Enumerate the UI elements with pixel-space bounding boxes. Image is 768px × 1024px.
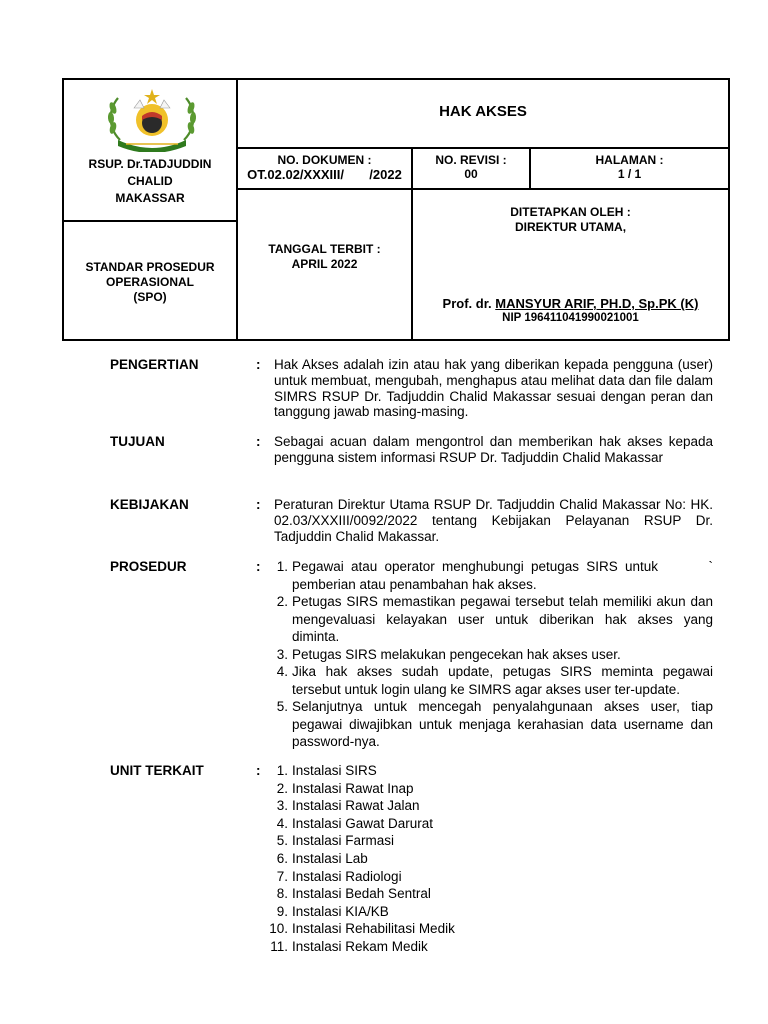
list-item-number: 9. [276, 903, 288, 919]
signer-name [413, 296, 728, 311]
page-value: 1 / 1 [617, 167, 642, 181]
issue-date [238, 242, 411, 272]
revision-value: 00 [464, 167, 478, 181]
list-item-text: Selanjutnya untuk mencegah penyalahgunaan akses user, tiap pegawai diwajibkan untuk menjaga kerahasian data username dan password-nya. [292, 699, 713, 749]
divider [64, 220, 236, 222]
spo-label [78, 260, 222, 305]
list-item-text: Instalasi SIRS [292, 763, 377, 778]
list-item-number: 3. [276, 646, 288, 662]
list-item-text: Instalasi Bedah Sentral [292, 886, 431, 902]
section-label-kebijakan: KEBIJAKAN [110, 497, 189, 512]
star-icon [144, 89, 160, 104]
section-colon: : [256, 497, 261, 512]
list-item-number: 10. [269, 921, 288, 937]
hospital-name-line-3: MAKASSAR [115, 191, 185, 205]
list-item-number: 5. [276, 833, 288, 849]
hospital-name-line-2: CHALID [127, 174, 173, 188]
list-item [266, 558, 717, 593]
section-label-prosedur: PROSEDUR [110, 559, 187, 574]
list-item [266, 663, 713, 698]
divider [236, 147, 728, 149]
spo-line-1: STANDAR PROSEDUR [85, 260, 215, 274]
list-item-text: Instalasi KIA/KB [292, 903, 389, 919]
list-item [266, 593, 713, 646]
list-item [266, 797, 713, 815]
list-item-text: Instalasi Rekam Medik [292, 938, 428, 954]
approval-block [413, 205, 728, 235]
list-item-text: Instalasi Rawat Inap [292, 780, 414, 796]
page-label: HALAMAN : [595, 153, 664, 167]
tujuan-text: Sebagai acuan dalam mengontrol dan memberikan hak akses kepada pengguna sistem informasi RSUP Dr. Tadjuddin Chalid Makassar [274, 434, 713, 465]
approved-by-label: DITETAPKAN OLEH : [510, 205, 631, 219]
list-item-number: 2. [276, 594, 288, 609]
signer-nip: NIP 196411041990021001 [502, 312, 639, 324]
list-item [266, 920, 713, 938]
list-item-number: 1. [276, 763, 288, 778]
spo-line-2: OPERASIONAL [105, 275, 194, 289]
related-units-list [266, 762, 713, 956]
issue-date-value: APRIL 2022 [291, 257, 358, 271]
list-item-number: 1. [276, 559, 288, 574]
list-item-number: 4. [276, 815, 288, 831]
revision-label: NO. REVISI : [435, 153, 507, 167]
issue-date-label: TANGGAL TERBIT : [268, 242, 381, 256]
list-item-text: Petugas SIRS melakukan pengecekan hak akses user. [292, 646, 621, 662]
list-item [266, 762, 713, 780]
list-item [266, 698, 713, 751]
list-item [266, 903, 713, 921]
list-item [266, 850, 713, 868]
list-item [266, 938, 713, 956]
list-item-text: Jika hak akses sudah update, petugas SIRS meminta pegawai tersebut untuk login ulang ke SIMRS agar akses user ter-update. [292, 664, 713, 697]
list-item-number: 11. [270, 938, 288, 954]
list-item-number: 4. [276, 664, 288, 679]
spo-line-3: (SPO) [133, 290, 167, 304]
list-item [266, 868, 713, 886]
list-item [266, 832, 713, 850]
list-item-text: Instalasi Radiologi [292, 868, 402, 884]
doc-number-value: OT.02.02/XXXIII/ /2022 [247, 167, 402, 182]
section-colon: : [256, 559, 261, 574]
section-label-tujuan: TUJUAN [110, 434, 165, 449]
list-item [266, 780, 713, 798]
list-item-text: Pegawai atau operator menghubungi petugas SIRS untuk ` pemberian atau penambahan hak akses. [292, 559, 717, 592]
pengertian-text: Hak Akses adalah izin atau hak yang diberikan kepada pengguna (user) untuk membuat, mengubah, menghapus atau melihat data dan file dalam SIMRS RSUP Dr. Tadjuddin Chalid Makassar sesuai dengan peran dan tanggung jawab masing-masing. [274, 357, 713, 420]
section-colon: : [256, 434, 261, 449]
list-item-text: Petugas SIRS memastikan pegawai tersebut telah memiliki akun dan mengevaluasi kelayakan user untuk diberikan hak akses yang diminta. [292, 594, 713, 644]
list-item-number: 8. [276, 886, 288, 902]
list-item-text: Instalasi Gawat Darurat [292, 815, 434, 831]
list-item-number: 6. [276, 850, 288, 866]
list-item-text: Instalasi Farmasi [292, 833, 395, 849]
doc-number-label: NO. DOKUMEN : [277, 153, 372, 167]
section-label-pengertian: PENGERTIAN [110, 357, 199, 372]
approved-by-value: DIREKTUR UTAMA, [514, 220, 627, 234]
hospital-logo [104, 86, 200, 152]
list-item-number: 7. [276, 868, 288, 884]
list-item [266, 885, 713, 903]
section-colon: : [256, 763, 261, 778]
list-item-number: 2. [276, 780, 288, 796]
divider [236, 188, 728, 190]
section-label-unit-terkait: UNIT TERKAIT [110, 763, 204, 778]
list-item-number: 5. [276, 699, 288, 714]
list-item [266, 815, 713, 833]
list-item [266, 646, 713, 664]
section-colon: : [256, 357, 261, 372]
hospital-name-line-1: RSUP. Dr.TADJUDDIN [88, 157, 212, 171]
hospital-name [78, 157, 222, 206]
document-title: HAK AKSES [439, 103, 527, 120]
document-header-table [62, 78, 730, 341]
signer-prefix: Prof. dr. [442, 296, 496, 311]
procedure-list [266, 558, 717, 751]
list-item-text: Instalasi Lab [292, 850, 368, 866]
list-item-number: 3. [276, 798, 288, 814]
kebijakan-text: Peraturan Direktur Utama RSUP Dr. Tadjuddin Chalid Makassar No: HK. 02.03/XXXIII/0092/2022 tentang Kebijakan Pelayanan RSUP Dr. Tadjuddin Chalid Makassar. [274, 497, 713, 544]
signer-full-name: MANSYUR ARIF, PH.D, Sp.PK (K) [495, 296, 699, 311]
list-item-text: Instalasi Rawat Jalan [292, 798, 420, 814]
list-item-text: Instalasi Rehabilitasi Medik [292, 921, 455, 937]
